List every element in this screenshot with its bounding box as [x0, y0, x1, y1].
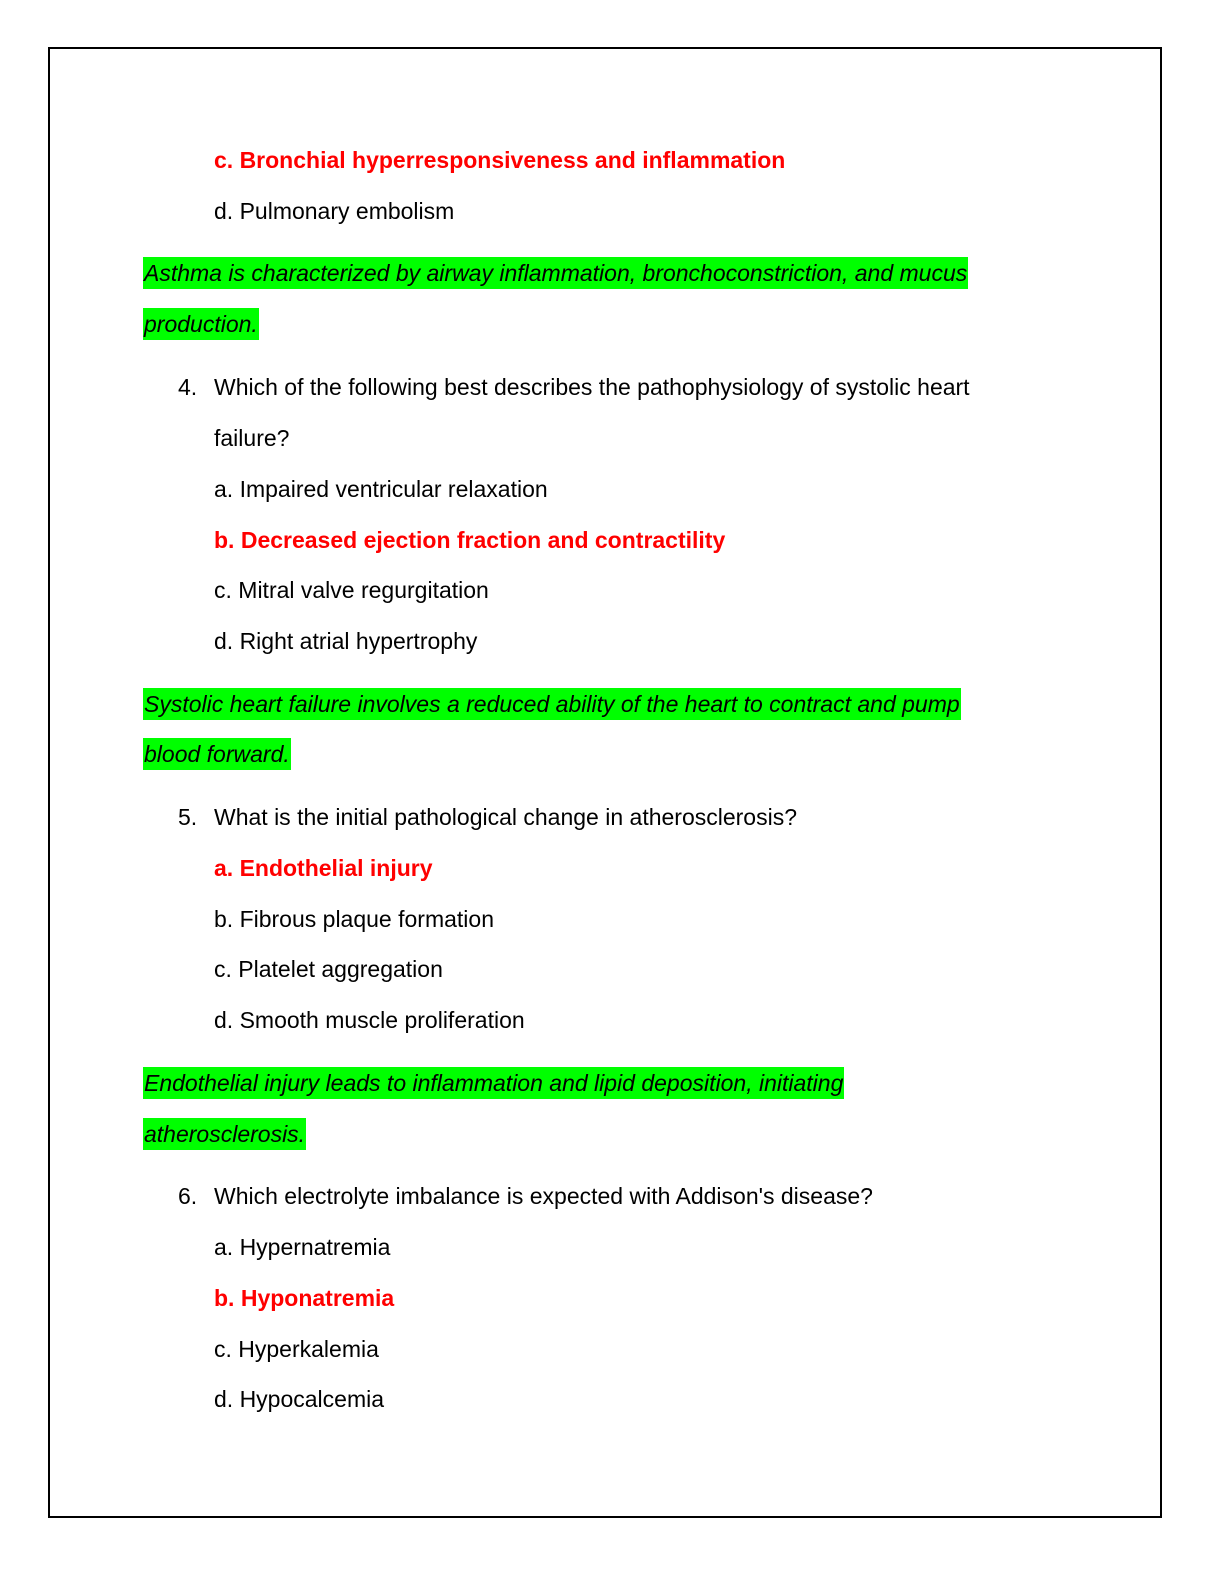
- q3-rationale-text-2: production.: [143, 308, 259, 340]
- q5-rationale-text-2: atherosclerosis.: [143, 1118, 306, 1150]
- q6-option-c: c. Hyperkalemia: [214, 1336, 379, 1362]
- q3-rationale-line-1: [143, 258, 968, 288]
- q4-text-line-2: failure?: [214, 425, 290, 451]
- q4-option-a: a. Impaired ventricular relaxation: [214, 476, 548, 502]
- q4-rationale-line-1: [143, 689, 961, 719]
- q4-number: 4.: [178, 374, 198, 400]
- q6-option-b: b. Hyponatremia: [214, 1285, 395, 1311]
- q6-option-d: d. Hypocalcemia: [214, 1386, 385, 1412]
- q3-option-c: c. Bronchial hyperresponsiveness and inflammation: [214, 147, 786, 173]
- q4-rationale-text-1: Systolic heart failure involves a reduced ability of the heart to contract and pump: [143, 688, 961, 720]
- q4-text-line-1: Which of the following best describes the pathophysiology of systolic heart: [214, 374, 970, 400]
- q6-text-line-1: Which electrolyte imbalance is expected with Addison's disease?: [214, 1183, 873, 1209]
- q5-option-a: a. Endothelial injury: [214, 855, 433, 881]
- q4-option-c: c. Mitral valve regurgitation: [214, 577, 489, 603]
- q4-option-b: b. Decreased ejection fraction and contractility: [214, 527, 726, 553]
- q6-number: 6.: [178, 1183, 198, 1209]
- q4-rationale-text-2: blood forward.: [143, 738, 291, 770]
- q5-option-c: c. Platelet aggregation: [214, 956, 443, 982]
- q5-option-b: b. Fibrous plaque formation: [214, 906, 494, 932]
- q3-rationale-text-1: Asthma is characterized by airway inflammation, bronchoconstriction, and mucus: [143, 257, 968, 289]
- q4-rationale-line-2: [143, 739, 291, 769]
- q5-option-d: d. Smooth muscle proliferation: [214, 1007, 525, 1033]
- q4-option-d: d. Right atrial hypertrophy: [214, 628, 478, 654]
- q3-option-d: d. Pulmonary embolism: [214, 198, 455, 224]
- q3-rationale-line-2: [143, 309, 259, 339]
- q5-rationale-line-1: [143, 1068, 844, 1098]
- q5-number: 5.: [178, 804, 198, 830]
- q5-text-line-1: What is the initial pathological change in atherosclerosis?: [214, 804, 797, 830]
- q6-option-a: a. Hypernatremia: [214, 1234, 391, 1260]
- q5-rationale-text-1: Endothelial injury leads to inflammation and lipid deposition, initiating: [143, 1067, 844, 1099]
- q5-rationale-line-2: [143, 1119, 306, 1149]
